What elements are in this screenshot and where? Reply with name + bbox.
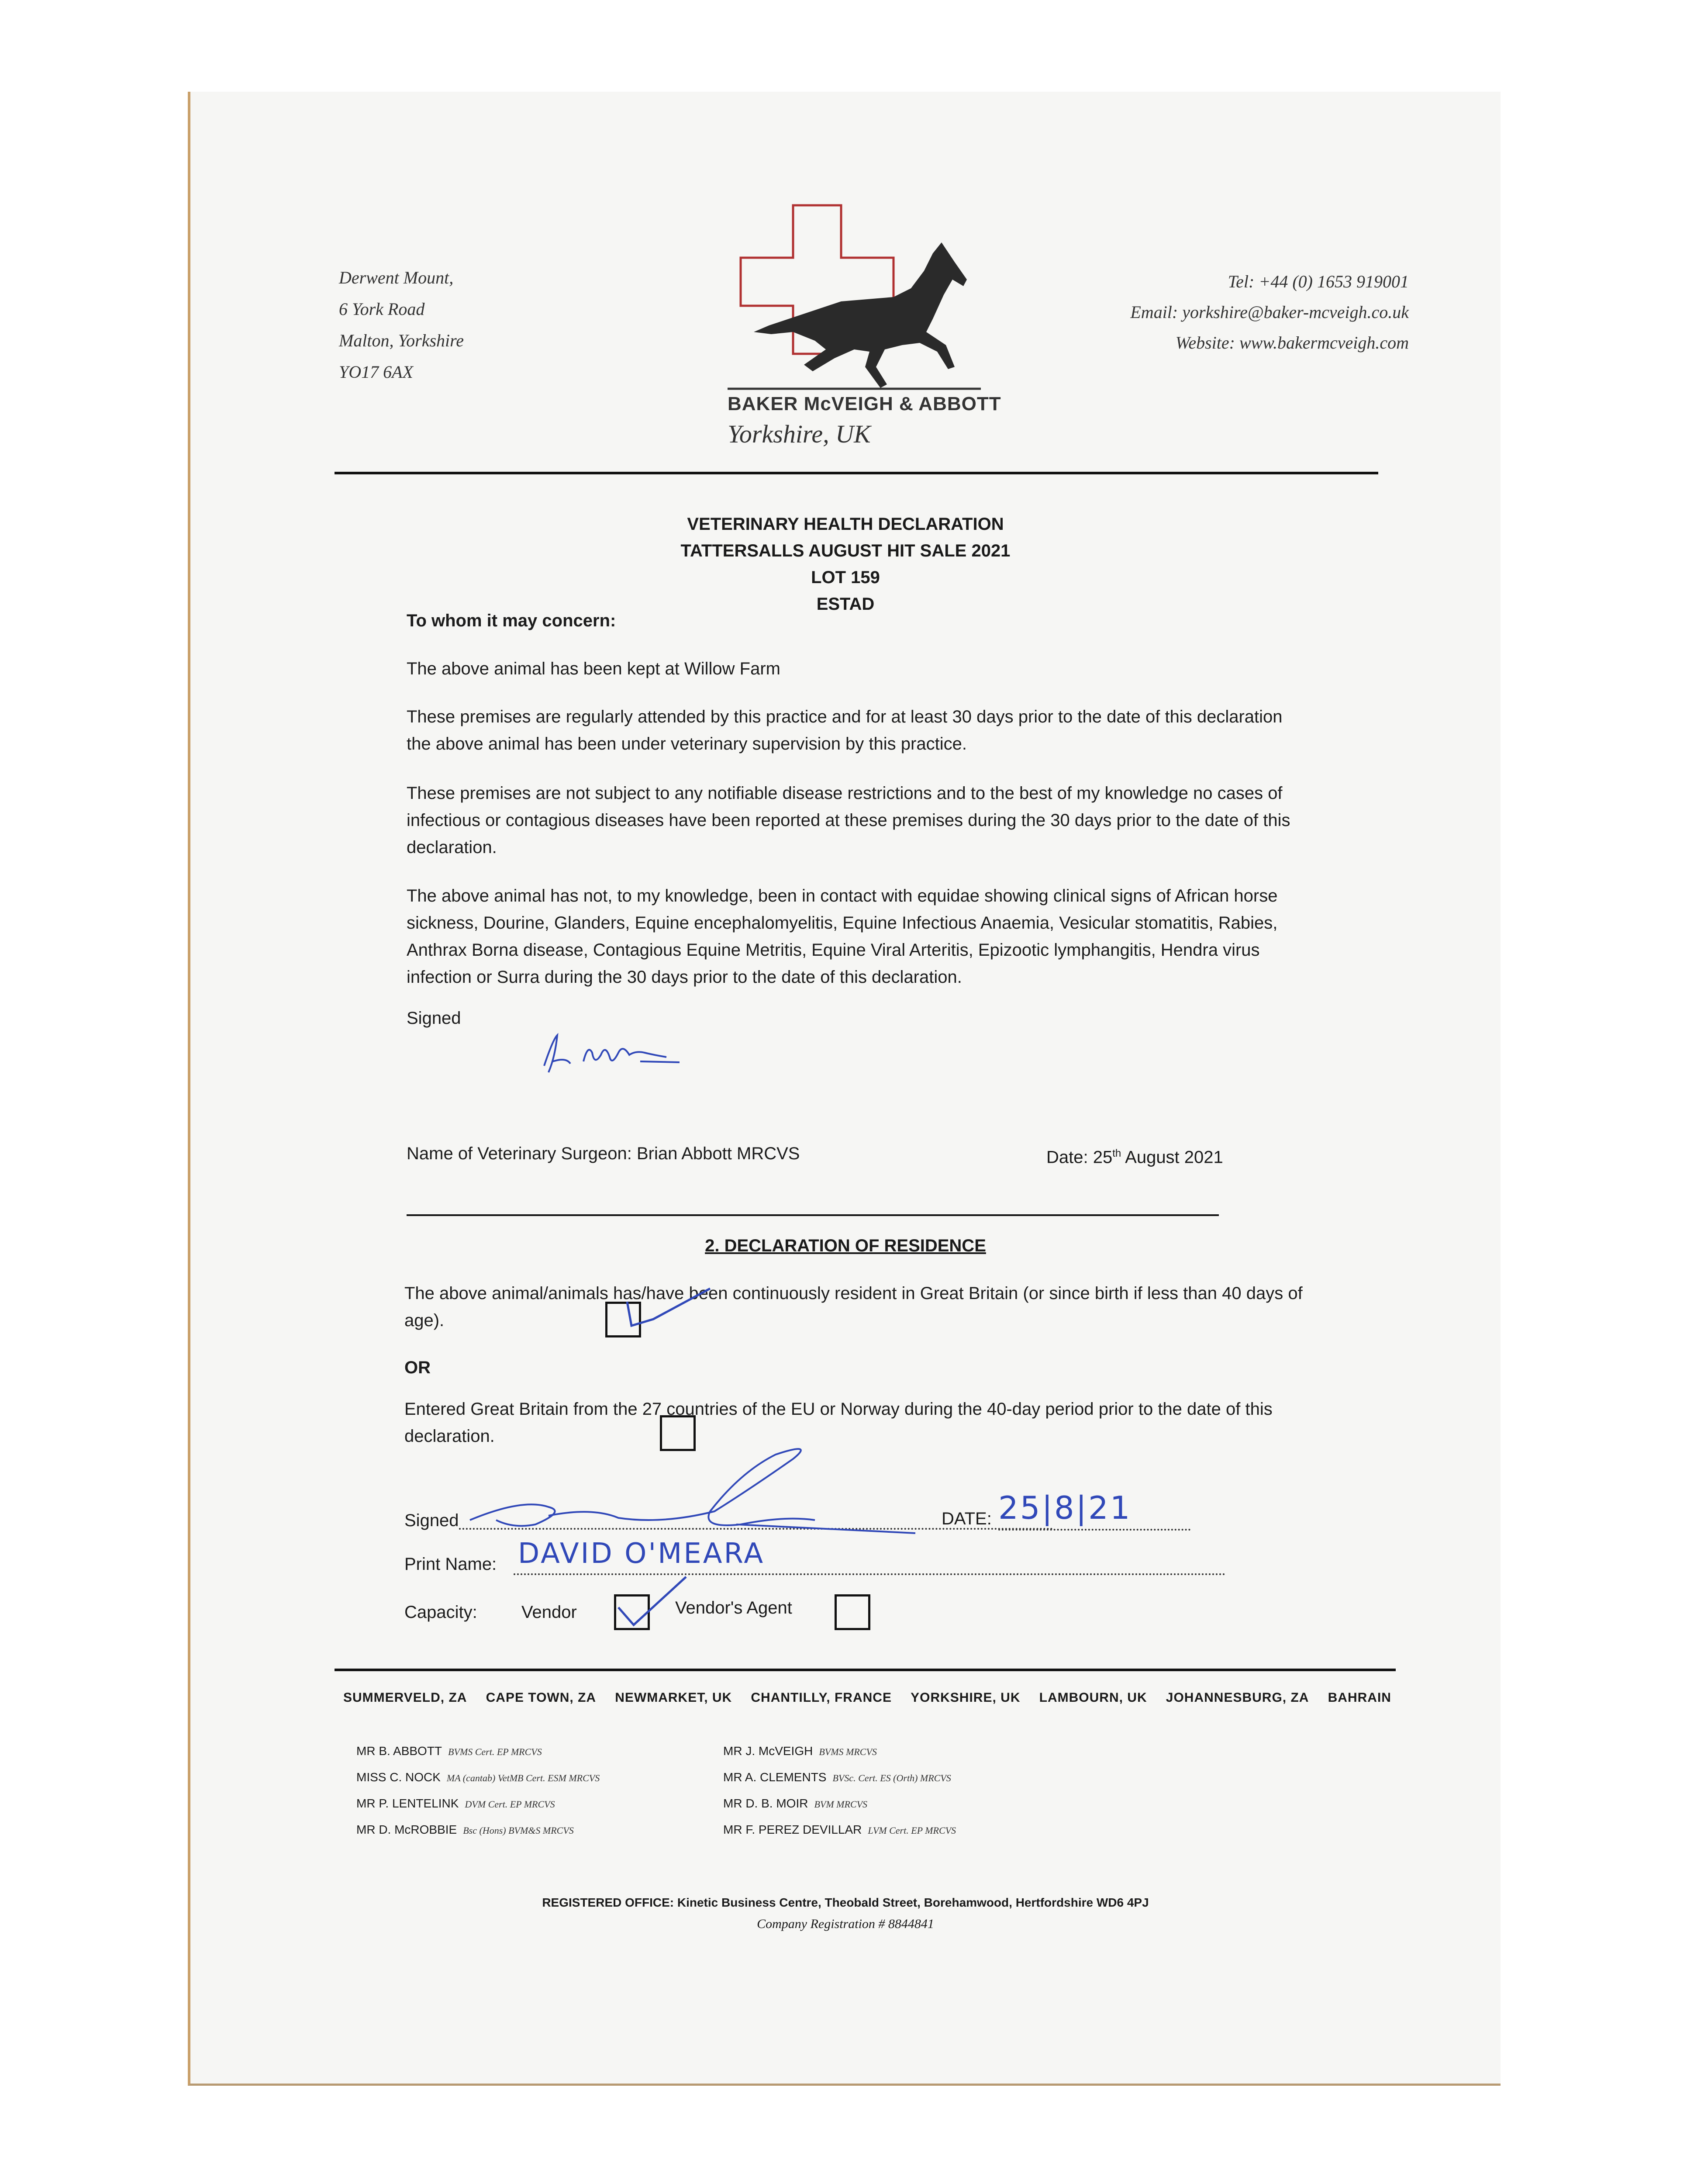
office-city: SUMMERVELD, ZA — [343, 1690, 467, 1705]
partner-qualifications: BVMS MRCVS — [819, 1746, 877, 1757]
partner-qualifications: DVM Cert. EP MRCVS — [465, 1799, 555, 1810]
declaration-heading — [190, 511, 1501, 618]
signed-label: Signed — [407, 1009, 461, 1028]
surgeon-name: Name of Veterinary Surgeon: Brian Abbott MRCVS — [407, 1144, 800, 1163]
address-line: 6 York Road — [339, 299, 425, 319]
declaration-page — [188, 92, 1501, 2086]
office-city: YORKSHIRE, UK — [911, 1690, 1021, 1705]
residence-section-title: 2. DECLARATION OF RESIDENCE — [705, 1236, 986, 1255]
office-city: CAPE TOWN, ZA — [486, 1690, 597, 1705]
partner-name: MISS C. NOCK — [356, 1770, 441, 1784]
or-label: OR — [404, 1358, 431, 1377]
partners-left-column — [356, 1738, 600, 1843]
office-city: JOHANNESBURG, ZA — [1166, 1690, 1309, 1705]
salutation: To whom it may concern: — [407, 611, 616, 630]
office-city: LAMBOURN, UK — [1039, 1690, 1147, 1705]
partner-entry — [723, 1791, 956, 1817]
date-label: DATE: — [942, 1509, 992, 1528]
heading-line: TATTERSALLS AUGUST HIT SALE 2021 — [680, 541, 1011, 560]
header-divider — [335, 472, 1378, 474]
paragraph: The above animal has been kept at Willow Farm — [407, 659, 780, 678]
partner-qualifications: BVSc. Cert. ES (Orth) MRCVS — [832, 1773, 951, 1783]
partner-qualifications: BVM MRCVS — [814, 1799, 868, 1810]
vendors-agent-checkbox[interactable] — [835, 1594, 870, 1630]
company-registration: Company Registration # 8844841 — [757, 1917, 934, 1931]
vendors-agent-label: Vendor's Agent — [675, 1598, 792, 1617]
partner-name: MR J. McVEIGH — [723, 1744, 813, 1758]
section-divider — [407, 1214, 1219, 1216]
partner-qualifications: MA (cantab) VetMB Cert. ESM MRCVS — [446, 1773, 600, 1783]
date-line — [998, 1529, 1190, 1531]
partner-name: MR D. McROBBIE — [356, 1823, 457, 1836]
partner-name: MR D. B. MOIR — [723, 1797, 808, 1810]
office-city: NEWMARKET, UK — [615, 1690, 732, 1705]
office-city: CHANTILLY, FRANCE — [751, 1690, 892, 1705]
partner-name: MR P. LENTELINK — [356, 1797, 459, 1810]
handwritten-print-name: DAVID O'MEARA — [518, 1538, 765, 1570]
registered-office-address: REGISTERED OFFICE: Kinetic Business Centre, Theobald Street, Borehamwood, Hertfordshire WD6 4PJ — [542, 1896, 1149, 1909]
email: Email: yorkshire@baker-mcveigh.co.uk — [1130, 302, 1409, 322]
capacity-label: Capacity: — [404, 1603, 477, 1622]
partner-name: MR A. CLEMENTS — [723, 1770, 827, 1784]
handwritten-date: 25|8|21 — [998, 1489, 1132, 1526]
partner-qualifications: BVMS Cert. EP MRCVS — [448, 1746, 542, 1757]
partner-entry — [356, 1738, 600, 1765]
heading-line: ESTAD — [816, 594, 875, 614]
telephone: Tel: +44 (0) 1653 919001 — [1228, 272, 1409, 291]
registered-office — [190, 1896, 1501, 1932]
partner-entry — [356, 1817, 600, 1843]
signed-label: Signed — [404, 1511, 459, 1530]
practice-contact — [1130, 266, 1409, 358]
firm-name: BAKER McVEIGH & ABBOTT — [728, 393, 1001, 415]
partner-entry — [356, 1765, 600, 1791]
paragraph: The above animal has not, to my knowledge, been in contact with equidae showing clinical signs of African horse sickness, Dourine, Glanders, Equine encephalomyelitis, Equine Infectious Anaemia, Vesicular stomatitis, Rabies, Anthrax Borna disease, Contagious Equine Metritis, Equine Viral Arteritis, Epizootic lymphangitis, Hendra virus infection or Surra during the 30 days prior to the date of this declaration. — [407, 886, 1278, 987]
partner-entry — [723, 1817, 956, 1843]
website: Website: www.bakermcveigh.com — [1175, 333, 1409, 352]
office-city: BAHRAIN — [1328, 1690, 1391, 1705]
date-ordinal: th — [1112, 1147, 1121, 1159]
declaration-date — [1046, 1140, 1223, 1171]
heading-line: VETERINARY HEALTH DECLARATION — [687, 515, 1004, 534]
footer-divider — [335, 1669, 1396, 1671]
date-suffix: August 2021 — [1121, 1147, 1223, 1167]
print-name-label: Print Name: — [404, 1555, 497, 1574]
residence-option-eu: Entered Great Britain from the 27 countries of the EU or Norway during the 40-day period prior to the date of this declaration. — [404, 1400, 1273, 1446]
partner-name: MR B. ABBOTT — [356, 1744, 442, 1758]
partner-entry — [356, 1791, 600, 1817]
address-line: Derwent Mount, — [339, 268, 454, 287]
residence-option-continuous: The above animal/animals has/have been continuously resident in Great Britain (or since birth if less than 40 days of age). — [404, 1284, 1303, 1330]
partners-right-column — [723, 1738, 956, 1843]
partner-qualifications: Bsc (Hons) BVM&S MRCVS — [463, 1825, 574, 1836]
partner-qualifications: LVM Cert. EP MRCVS — [868, 1825, 956, 1836]
partner-name: MR F. PEREZ DEVILLAR — [723, 1823, 862, 1836]
checkmark-icon — [614, 1284, 719, 1341]
firm-location: Yorkshire, UK — [728, 420, 871, 448]
vendor-label: Vendor — [521, 1603, 577, 1622]
vet-signature — [535, 1031, 701, 1079]
partner-entry — [723, 1765, 956, 1791]
paragraph: These premises are not subject to any notifiable disease restrictions and to the best of my knowledge no cases of infectious or contagious diseases have been reported at these premises during the 30 days prior to the date of this declaration. — [407, 784, 1290, 857]
partner-entry — [723, 1738, 956, 1765]
heading-line: LOT 159 — [811, 568, 880, 587]
address-line: Malton, Yorkshire — [339, 331, 464, 350]
date-prefix: Date: 25 — [1046, 1147, 1113, 1167]
paragraph: These premises are regularly attended by this practice and for at least 30 days prior to the date of this declaration the above animal has been under veterinary supervision by this practice. — [407, 707, 1283, 753]
office-locations — [343, 1690, 1391, 1705]
address-line: YO17 6AX — [339, 362, 413, 382]
practice-address — [339, 262, 464, 388]
